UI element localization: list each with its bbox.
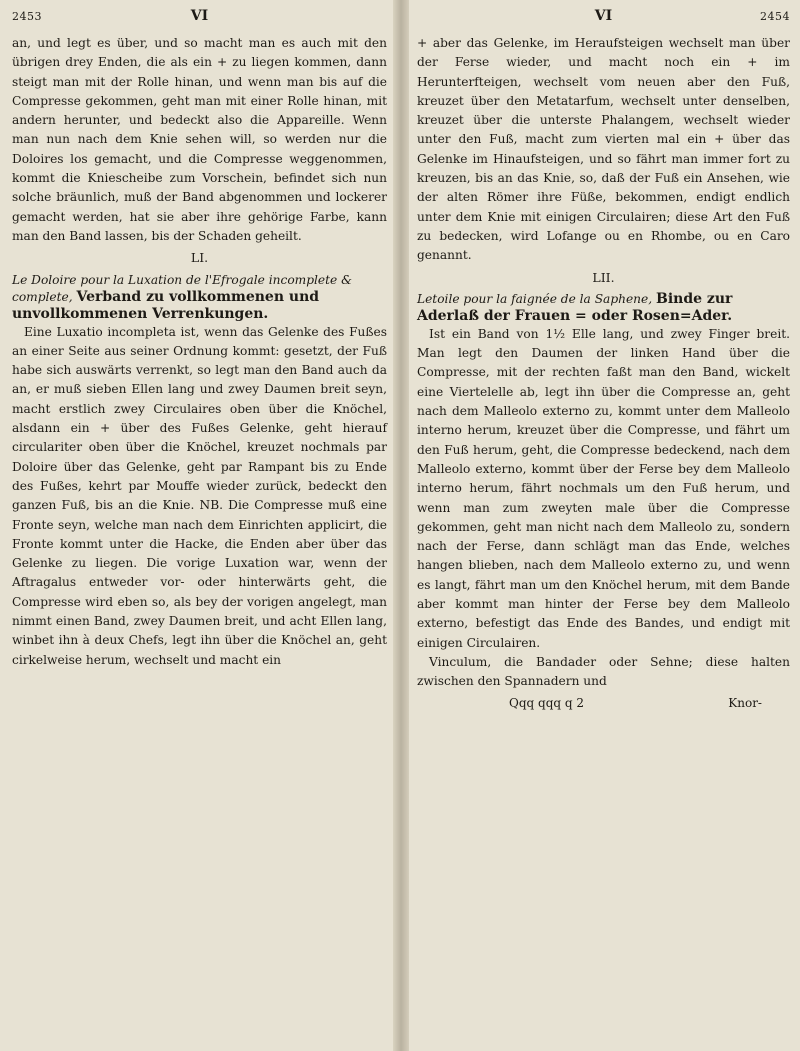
left-running-head: VI (190, 8, 209, 24)
section-li-heading (12, 248, 387, 322)
right-page-header (417, 8, 790, 30)
right-page (409, 0, 800, 1051)
section-lii-number: LII. (592, 269, 615, 285)
signature-mark: Qqq qqq q 2 (509, 695, 585, 710)
left-page (0, 0, 395, 1051)
right-paragraph-3: Vinculum, die Bandader oder Sehne; diese halten zwischen den Spannadern und (417, 654, 790, 689)
right-text-column (417, 34, 790, 713)
section-lii-title-german: Binde zur Aderlaß der Frauen = oder Rosen=Ader. (417, 290, 733, 324)
right-running-head: VI (594, 8, 613, 24)
section-li-title (12, 272, 387, 323)
section-lii-title-french: Letoile pour la faignée de la Saphene, (417, 291, 653, 306)
left-page-header (12, 8, 387, 30)
left-page-number: 2453 (12, 10, 42, 23)
section-lii-title (417, 291, 790, 325)
left-paragraph-2: Eine Luxatio incompleta ist, wenn das Gelenke des Fußes an einer Seite aus seiner Ordnung kommt: gesetzt, der Fuß habe sich auswärts verrenkt, so legt man den Band auch da an, er muß sieben Ellen lang und zwey Daumen breit seyn, macht erstlich zwey Circulaires oben über die Knöchel, alsdann ein + über des Fußes Gelenke, geht hierauf circulariter oben über die Knöchel, kreuzet nochmals par Doloire über das Gelenke, geht par Rampant bis zu Ende des Fußes, kehrt par Mouffe wieder zurück, bedeckt den ganzen Fuß, bis an die Knie. NB. Die Compresse muß eine Fronte seyn, welche man nach dem Einrichten applicirt, die Fronte kommt unter die Hacke, die Enden aber über das Gelenke zu liegen. Die vorige Luxation war, wenn der Aftragalus entweder vor- oder hinterwärts geht, die Compresse wird eben so, als bey der vorigen angelegt, man nimmt einen Band, zwey Daumen breit, und acht Ellen lang, winbet ihn à deux Chefs, legt ihn über die Knöchel an, geht cirkelweise herum, wechselt und macht ein (12, 324, 387, 667)
right-page-footer (417, 694, 790, 713)
section-li-number: LI. (190, 250, 209, 266)
right-page-number: 2454 (760, 10, 790, 23)
section-li-title-german: Verband zu vollkommenen und unvollkommenen Verrenkungen. (12, 288, 320, 322)
section-lii-heading (417, 268, 790, 325)
left-paragraph-1: an, und legt es über, und so macht man es auch mit den übrigen drey Enden, die als ein + zu liegen kommen, dann steigt man mit der Rolle hinan, und wenn man bis auf die Compresse gekommen, geht man mit einer Rolle hinan, mit andern herunter, und bedeckt also die Appareille. Wenn man nun nach dem Knie sehen will, so werden nur die Doloires los gemacht, und die Compresse weggenommen, kommt die Kniescheibe zum Vorschein, befindet sich nun solche bräunlich, muß der Band abgenommen und lockerer gemacht werden, hat sie aber ihre gehörige Farbe, kann man den Band lassen, bis der Schaden geheilt. (12, 36, 387, 243)
section-li-title-french: Le Doloire pour la Luxation de l'Efrogale incomplete & complete, (12, 272, 352, 304)
right-paragraph-2: Ist ein Band von 1½ Elle lang, und zwey Finger breit. Man legt den Daumen der linken Hand über die Compresse, mit der rechten faßt man den Band, wickelt eine Viertelelle ab, legt ihn über die Compresse an, geht nach dem Malleolo externo zu, kommt unter dem Malleolo interno herum, kreuzet über die Compresse, und fährt um den Fuß herum, geht, die Compresse bedeckend, nach dem Malleolo externo, kommt über der Ferse bey dem Malleolo interno herum, fährt nochmals um den Fuß herum, und wenn man zum zweyten male über die Compresse gekommen, geht man nicht nach dem Malleolo zu, sondern nach der Ferse, dann schlägt man das Ende, welches hangen blieben, nach dem Malleolo externo zu, und wenn es langt, fährt man um den Knöchel herum, mit dem Bande aber kommt man hinter der Ferse bey dem Malleolo externo, befestigt das Ende des Bandes, und endigt mit einigen Circulairen. (417, 326, 790, 650)
book-gutter (393, 0, 409, 1051)
left-text-column (12, 34, 387, 670)
catchword: Knor- (728, 695, 762, 710)
right-paragraph-1: + aber das Gelenke, im Heraufsteigen wechselt man über der Ferse wieder, und macht noch ein + im Herunterfteigen, wechselt vom neuen aber den Fuß, kreuzet über den Metatarfum, wechselt unter denselben, kreuzet über die unterste Phalangem, wechselt wieder unter den Fuß, macht zum vierten mal ein + über das Gelenke im Hinaufsteigen, und so fährt man immer fort zu kreuzen, bis an das Knie, so, daß der Fuß ein Ansehen, wie der alten Römer ihre Füße, bekommen, endigt endlich unter dem Knie mit einigen Circulairen; diese Art den Fuß zu bedecken, wird Lofange ou en Rhombe, ou en Caro genannt. (417, 36, 790, 263)
